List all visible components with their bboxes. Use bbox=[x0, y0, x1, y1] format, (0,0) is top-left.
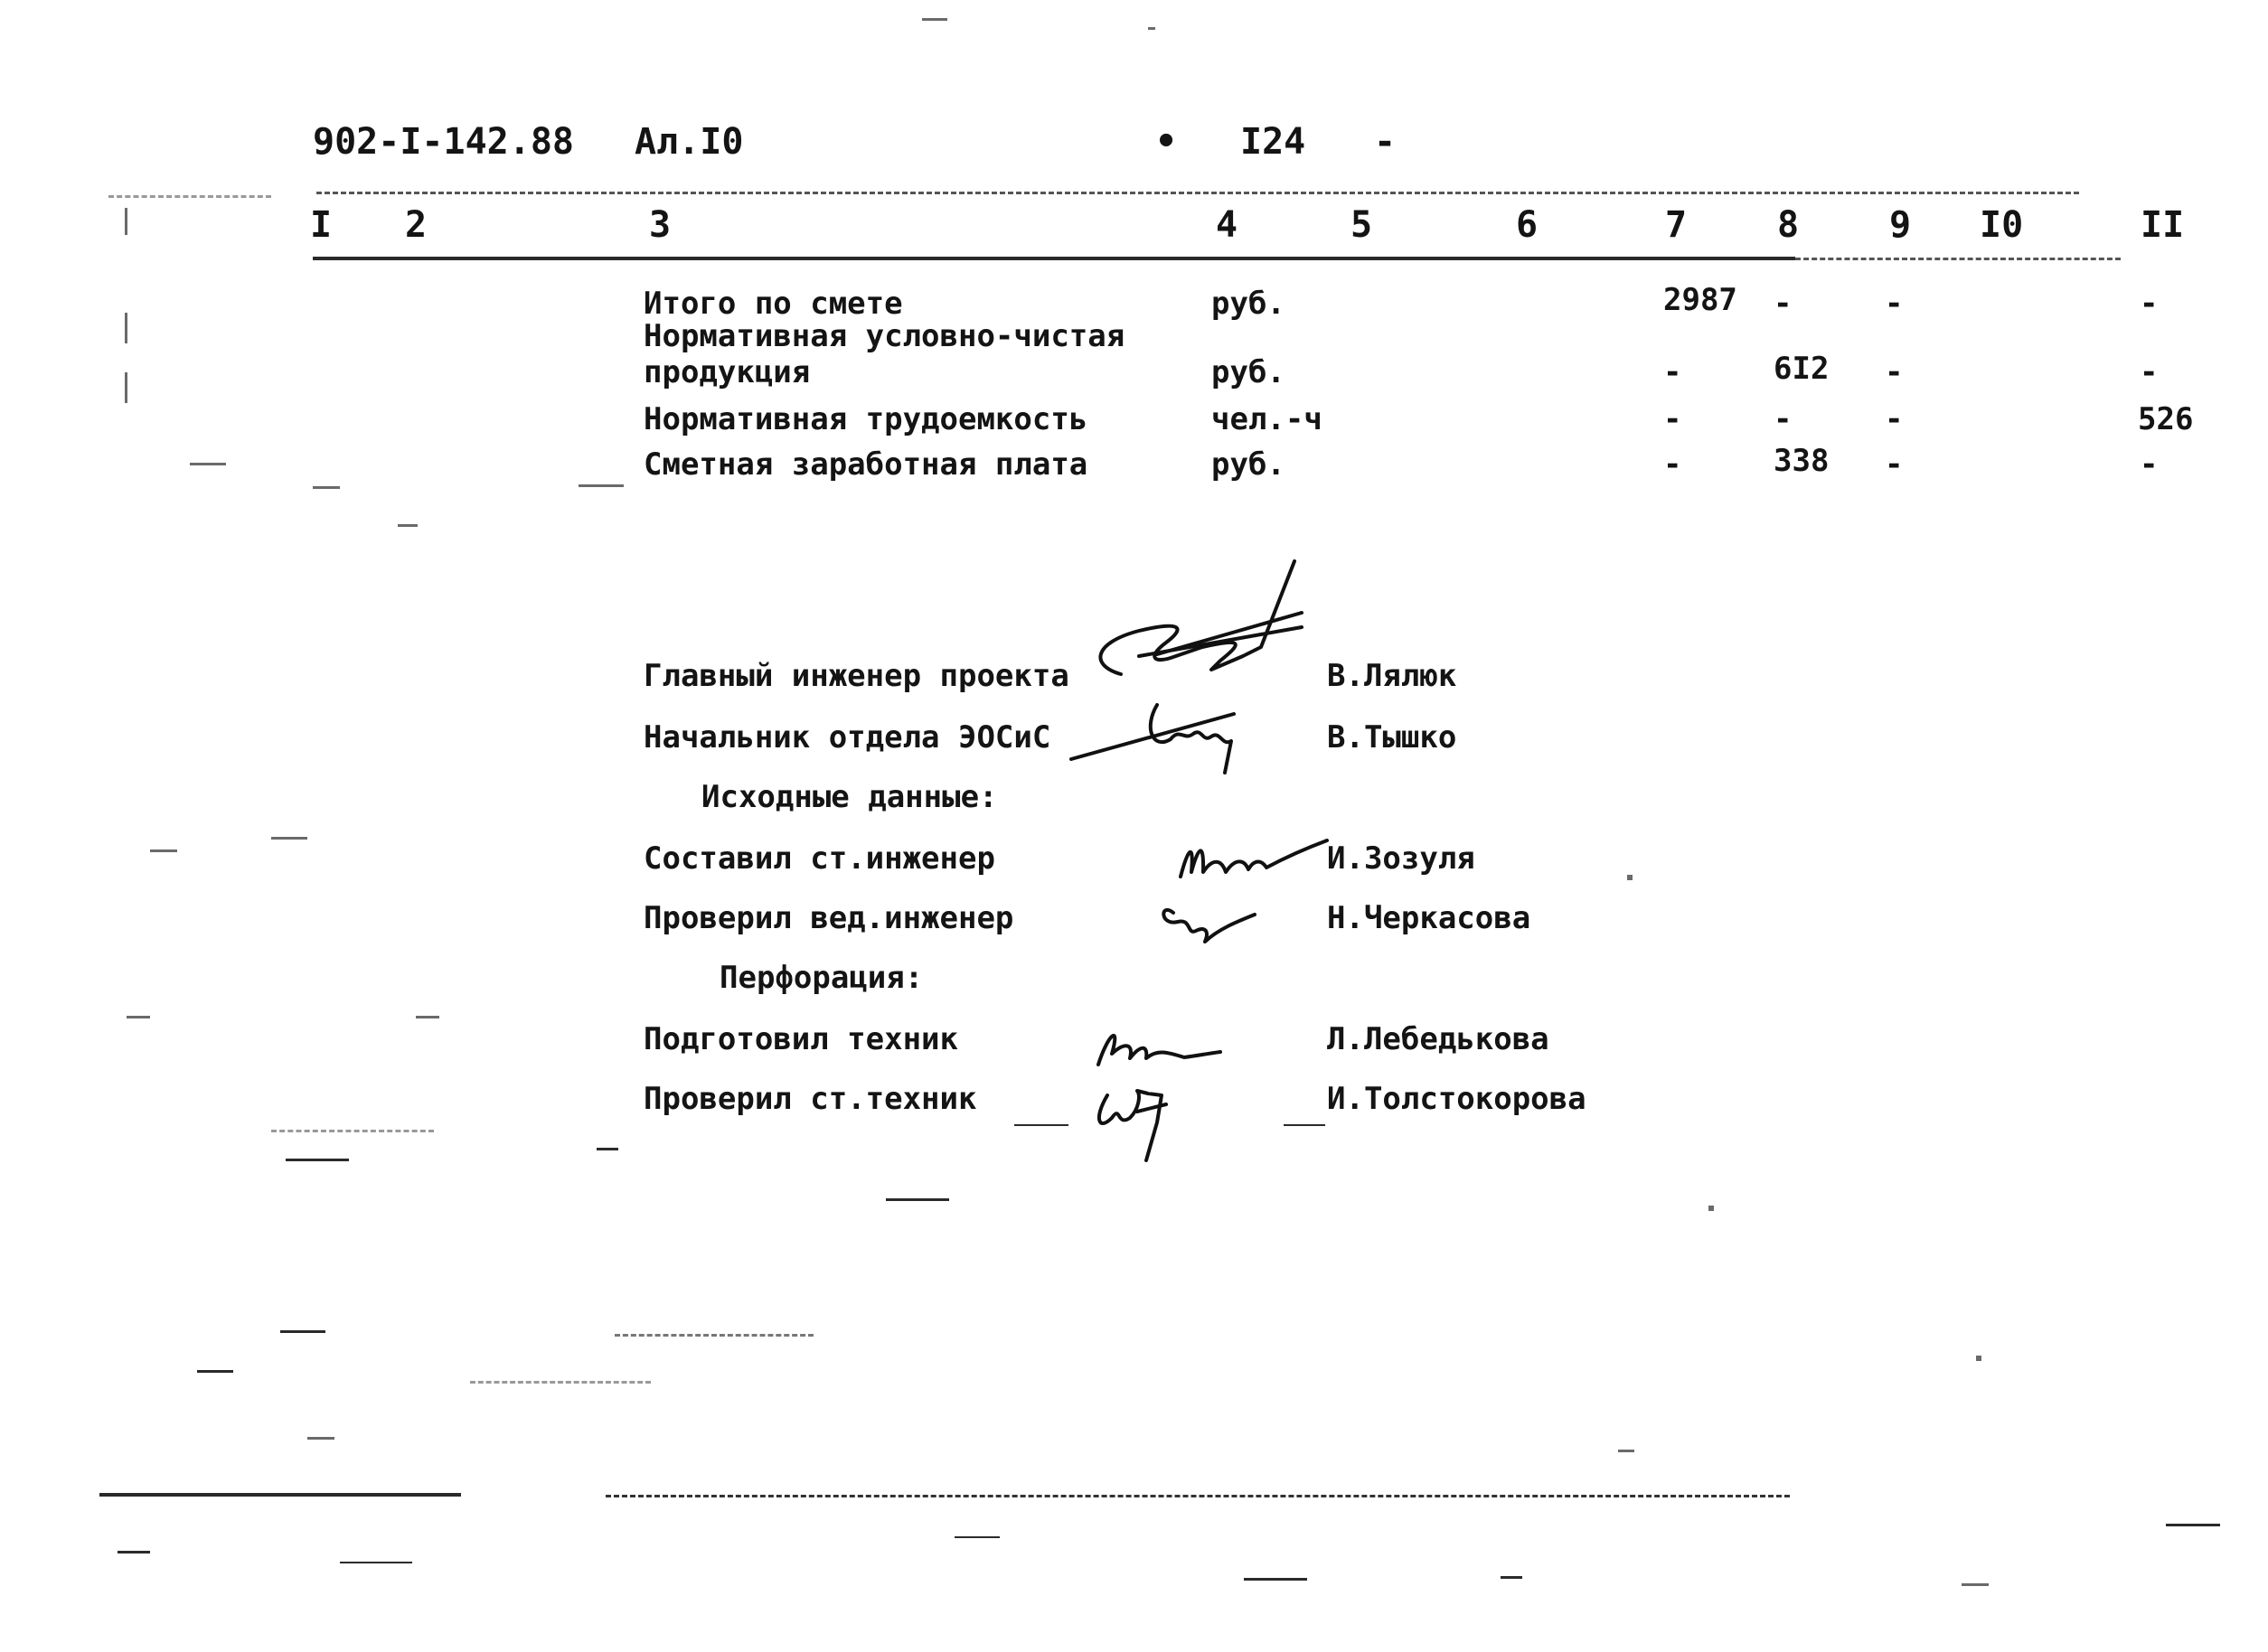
checked-lead-name: Н.Черкасова bbox=[1327, 900, 1531, 936]
speck bbox=[1976, 1356, 1981, 1361]
column-number-2: 2 bbox=[405, 204, 428, 246]
column-number-6: 6 bbox=[1516, 204, 1539, 246]
bottom-speck bbox=[1244, 1578, 1307, 1581]
speck bbox=[1708, 1206, 1714, 1211]
compiled-by-name: И.Зозуля bbox=[1327, 840, 1475, 877]
header-bullet: • bbox=[1155, 121, 1178, 163]
speck bbox=[579, 484, 624, 487]
prepared-by-name: Л.Лебедькова bbox=[1327, 1021, 1549, 1057]
margin-dash bbox=[470, 1381, 651, 1384]
department-head-name: В.Тышко bbox=[1327, 719, 1457, 756]
row-product-col7: - bbox=[1663, 354, 1682, 390]
row-total-col8: - bbox=[1774, 286, 1793, 322]
bottom-speck bbox=[118, 1551, 150, 1553]
document-code: 902-I-142.88 bbox=[313, 121, 574, 163]
column-number-9: 9 bbox=[1889, 204, 1912, 246]
bottom-rule-dashed bbox=[606, 1495, 1790, 1497]
row-labor-col9: - bbox=[1885, 401, 1904, 437]
row-labor-label: Нормативная трудоемкость bbox=[644, 401, 1088, 437]
speck-line bbox=[280, 1330, 325, 1333]
chief-engineer-signature bbox=[1085, 557, 1320, 692]
bottom-speck-right bbox=[2166, 1524, 2220, 1526]
perforation-heading: Перфорация: bbox=[720, 960, 924, 996]
page-number: I24 bbox=[1240, 121, 1306, 163]
checked-senior-tech-title: Проверил ст.техник bbox=[644, 1081, 977, 1117]
row-wage-label: Сметная заработная плата bbox=[644, 446, 1088, 483]
speck bbox=[127, 1016, 150, 1018]
row-wage-col7: - bbox=[1663, 446, 1682, 483]
checked-senior-tech-name: И.Толстокорова bbox=[1327, 1081, 1586, 1117]
signature-underline-left bbox=[1014, 1124, 1068, 1126]
speck bbox=[922, 18, 947, 21]
prepared-by-title: Подготовил техник bbox=[644, 1021, 958, 1057]
signature-underline-right bbox=[1284, 1124, 1325, 1126]
column-number-7: 7 bbox=[1665, 204, 1688, 246]
row-total-col7: 2987 bbox=[1663, 282, 1737, 318]
speck-line bbox=[286, 1159, 349, 1161]
row-wage-col8: 338 bbox=[1774, 443, 1830, 479]
department-head-title: Начальник отдела ЭОСиС bbox=[644, 719, 1051, 756]
row-product-col9: - bbox=[1885, 354, 1904, 390]
row-product-label-cut-container bbox=[644, 318, 1125, 354]
column-number-11: II bbox=[2141, 204, 2185, 246]
column-number-10: I0 bbox=[1980, 204, 2024, 246]
column-number-3: 3 bbox=[649, 204, 672, 246]
speck bbox=[416, 1016, 439, 1018]
row-labor-col7: - bbox=[1663, 401, 1682, 437]
margin-mark bbox=[125, 313, 127, 343]
checked-lead-signature bbox=[1155, 895, 1273, 958]
column-number-4: 4 bbox=[1216, 204, 1238, 246]
margin-mark bbox=[125, 208, 127, 235]
column-header-bottom-rule-tail bbox=[1795, 258, 2121, 260]
margin-mark bbox=[125, 372, 127, 403]
chief-engineer-name: В.Лялюк bbox=[1327, 658, 1457, 694]
speck bbox=[313, 486, 340, 489]
row-product-label: продукция bbox=[644, 354, 811, 390]
row-wage-col11: - bbox=[2140, 446, 2159, 483]
row-product-col11: - bbox=[2140, 354, 2159, 390]
bottom-speck bbox=[1501, 1576, 1522, 1579]
source-data-heading: Исходные данные: bbox=[701, 779, 998, 815]
prepared-by-signature bbox=[1085, 1018, 1229, 1072]
row-total-label: Итого по смете bbox=[644, 286, 903, 322]
row-product-unit: руб. bbox=[1211, 354, 1285, 390]
speck bbox=[1627, 875, 1633, 880]
compiled-by-signature bbox=[1172, 831, 1343, 886]
chief-engineer-title: Главный инженер проекта bbox=[644, 658, 1069, 694]
bottom-rule-left bbox=[99, 1493, 461, 1497]
row-total-col11: - bbox=[2140, 286, 2159, 322]
speck-line bbox=[197, 1370, 233, 1373]
speck bbox=[190, 463, 226, 465]
column-header-bottom-rule bbox=[313, 257, 1795, 260]
compiled-by-title: Составил ст.инженер bbox=[644, 840, 995, 877]
column-number-8: 8 bbox=[1777, 204, 1800, 246]
margin-dash bbox=[271, 1130, 434, 1132]
row-wage-col9: - bbox=[1885, 446, 1904, 483]
row-labor-col8: - bbox=[1774, 401, 1793, 437]
page-number-dash: - bbox=[1374, 121, 1397, 163]
bottom-speck bbox=[955, 1536, 1000, 1538]
row-total-col9: - bbox=[1885, 286, 1904, 322]
speck bbox=[271, 837, 307, 840]
column-number-5: 5 bbox=[1350, 204, 1373, 246]
margin-dash-top bbox=[108, 195, 271, 198]
speck-line bbox=[597, 1148, 618, 1150]
speck bbox=[398, 524, 418, 527]
row-total-unit: руб. bbox=[1211, 286, 1285, 322]
checked-senior-tech-signature bbox=[1085, 1077, 1193, 1168]
speck-line bbox=[886, 1198, 949, 1201]
speck bbox=[1148, 27, 1155, 30]
speck bbox=[150, 849, 177, 852]
margin-dash bbox=[615, 1334, 814, 1337]
column-header-top-rule bbox=[316, 192, 2079, 194]
bottom-speck bbox=[340, 1562, 412, 1563]
checked-lead-title: Проверил вед.инженер bbox=[644, 900, 1014, 936]
department-head-signature bbox=[1067, 687, 1266, 786]
row-labor-unit: чел.-ч bbox=[1211, 401, 1322, 437]
bottom-speck bbox=[1962, 1583, 1989, 1586]
row-product-col8: 6I2 bbox=[1774, 351, 1830, 387]
row-labor-col11: 526 bbox=[2138, 401, 2194, 437]
row-wage-unit: руб. bbox=[1211, 446, 1285, 483]
speck bbox=[307, 1437, 334, 1440]
speck bbox=[1618, 1450, 1634, 1452]
row-product-label-cut: Нормативная условно-чистая bbox=[644, 318, 1125, 354]
column-number-1: I bbox=[310, 204, 333, 246]
sheet-label: Ал.I0 bbox=[635, 121, 744, 163]
